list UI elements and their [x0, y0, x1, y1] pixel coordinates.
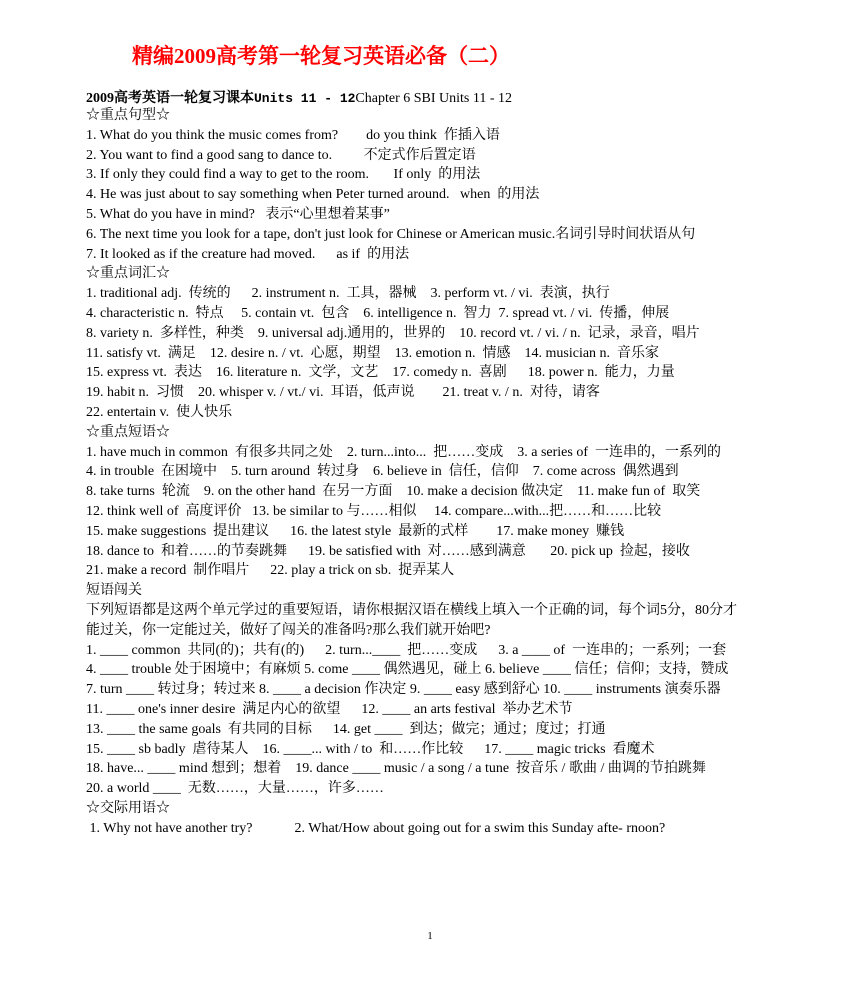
text-line: 8. take turns 轮流 9. on the other hand 在另一方面 10. make a decision 做决定 11. make fun of 取笑: [86, 484, 701, 500]
text-line: 11. satisfy vt. 满足 12. desire n. / vt. 心愿，期望 13. emotion n. 情感 14. musician n. 音乐家: [86, 345, 660, 361]
text-line: 11. ____ one's inner desire 满足内心的欲望 12. ____ an arts festival 举办艺术节: [86, 701, 573, 717]
subtitle-part1: 2009高考英语一轮复习课本: [86, 91, 254, 106]
text-line: 1. have much in common 有很多共同之处 2. turn...into... 把……变成 3. a series of 一连串的，一系列的: [86, 444, 721, 460]
text-line: 21. make a record 制作唱片 22. play a trick on sb. 捉弄某人: [86, 563, 455, 579]
text-line: 5. What do you have in mind? 表示“心里想着某事”: [86, 206, 390, 222]
text-line: 能过关，你一定能过关，做好了闯关的准备吗?那么我们就开始吧?: [86, 622, 491, 638]
text-line: ☆重点词汇☆: [86, 266, 170, 282]
document-body: [86, 106, 800, 838]
text-paragraph: 7. turn ____ 转过身；转过来 8. ____ a decision 作决定 9. ____ easy 感到舒心 10. ____ instruments 演奏乐器: [86, 682, 721, 698]
text-line: 15. express vt. 表达 16. literature n. 文学，文艺 17. comedy n. 喜剧 18. power n. 能力，力量: [86, 365, 675, 381]
text-line: 1. What do you think the music comes from? do you think 作插入语: [86, 127, 500, 143]
text-paragraph: 下列短语都是这两个单元学过的重要短语，请你根据汉语在横线上填入一个正确的词，每个词5分，80分才: [86, 602, 737, 618]
text-line: 20. a world ____ 无数……，大量……，许多……: [86, 781, 384, 797]
subtitle-part2: Units 11 - 12: [254, 91, 356, 106]
text-line: 4. He was just about to say something when Peter turned around. when 的用法: [86, 187, 540, 203]
subtitle-part3: Chapter 6 SBI Units 11 - 12: [355, 91, 513, 106]
text-line: 6. The next time you look for a tape, don't just look for Chinese or American music.名词引导时间状语从句: [86, 226, 696, 242]
text-line: 1. ____ common 共同(的)；共有(的) 2. turn...____ 把……变成 3. a ____ of 一连串的；一系列；一套: [86, 642, 727, 658]
text-line: 22. entertain v. 使人快乐: [86, 404, 233, 420]
document-title: 精编2009高考第一轮复习英语必备（二）: [132, 44, 510, 68]
text-line: 15. ____ sb badly 虐待某人 16. ____... with / to 和……作比较 17. ____ magic tricks 看魔术: [86, 741, 655, 757]
text-line: 1. traditional adj. 传统的 2. instrument n. 工具，器械 3. perform vt. / vi. 表演，执行: [86, 286, 610, 302]
text-line: 短语闯关: [86, 583, 142, 599]
page-number: 1: [427, 930, 433, 942]
text-line: 4. characteristic n. 特点 5. contain vt. 包含 6. intelligence n. 智力 7. spread vt. / vi. 传播，伸展: [86, 305, 670, 321]
text-line: 19. habit n. 习惯 20. whisper v. / vt./ vi. 耳语，低声说 21. treat v. / n. 对待，请客: [86, 385, 600, 401]
text-line: 4. in trouble 在困境中 5. turn around 转过身 6. believe in 信任，信仰 7. come across 偶然遇到: [86, 464, 679, 480]
text-line: 2. You want to find a good sang to dance to. 不定式作后置定语: [86, 147, 476, 163]
text-line: 1. Why not have another try? 2. What/How about going out for a swim this Sunday afte- rnoon?: [86, 820, 666, 836]
text-line: ☆交际用语☆: [86, 800, 170, 816]
text-line: ☆重点句型☆: [86, 108, 170, 123]
text-line: 3. If only they could find a way to get to the room. If only 的用法: [86, 167, 481, 183]
text-line: ☆重点短语☆: [86, 424, 170, 440]
text-line: 8. variety n. 多样性，种类 9. universal adj.通用的，世界的 10. record vt. / vi. / n. 记录，录音，唱片: [86, 325, 700, 341]
text-line: 18. dance to 和着……的节奏跳舞 19. be satisfied with 对……感到满意 20. pick up 捡起，接收: [86, 543, 690, 559]
text-line: 7. It looked as if the creature had moved. as if 的用法: [86, 246, 410, 262]
text-line: 15. make suggestions 提出建议 16. the latest style 最新的式样 17. make money 赚钱: [86, 523, 625, 539]
text-line: 18. have... ____ mind 想到；想着 19. dance ____ music / a song / a tune 按音乐 / 歌曲 / 曲调的节拍跳舞: [86, 761, 706, 777]
text-line: 12. think well of 高度评价 13. be similar to 与……相似 14. compare...with...把……和……比较: [86, 503, 662, 519]
document-subtitle: [86, 87, 512, 107]
text-line: 13. ____ the same goals 有共同的目标 14. get ____ 到达；做完；通过；度过；打通: [86, 721, 606, 737]
text-paragraph: 4. ____ trouble 处于困境中；有麻烦 5. come ____ 偶然遇见，碰上 6. believe ____ 信任；信仰；支持，赞成: [86, 662, 729, 678]
